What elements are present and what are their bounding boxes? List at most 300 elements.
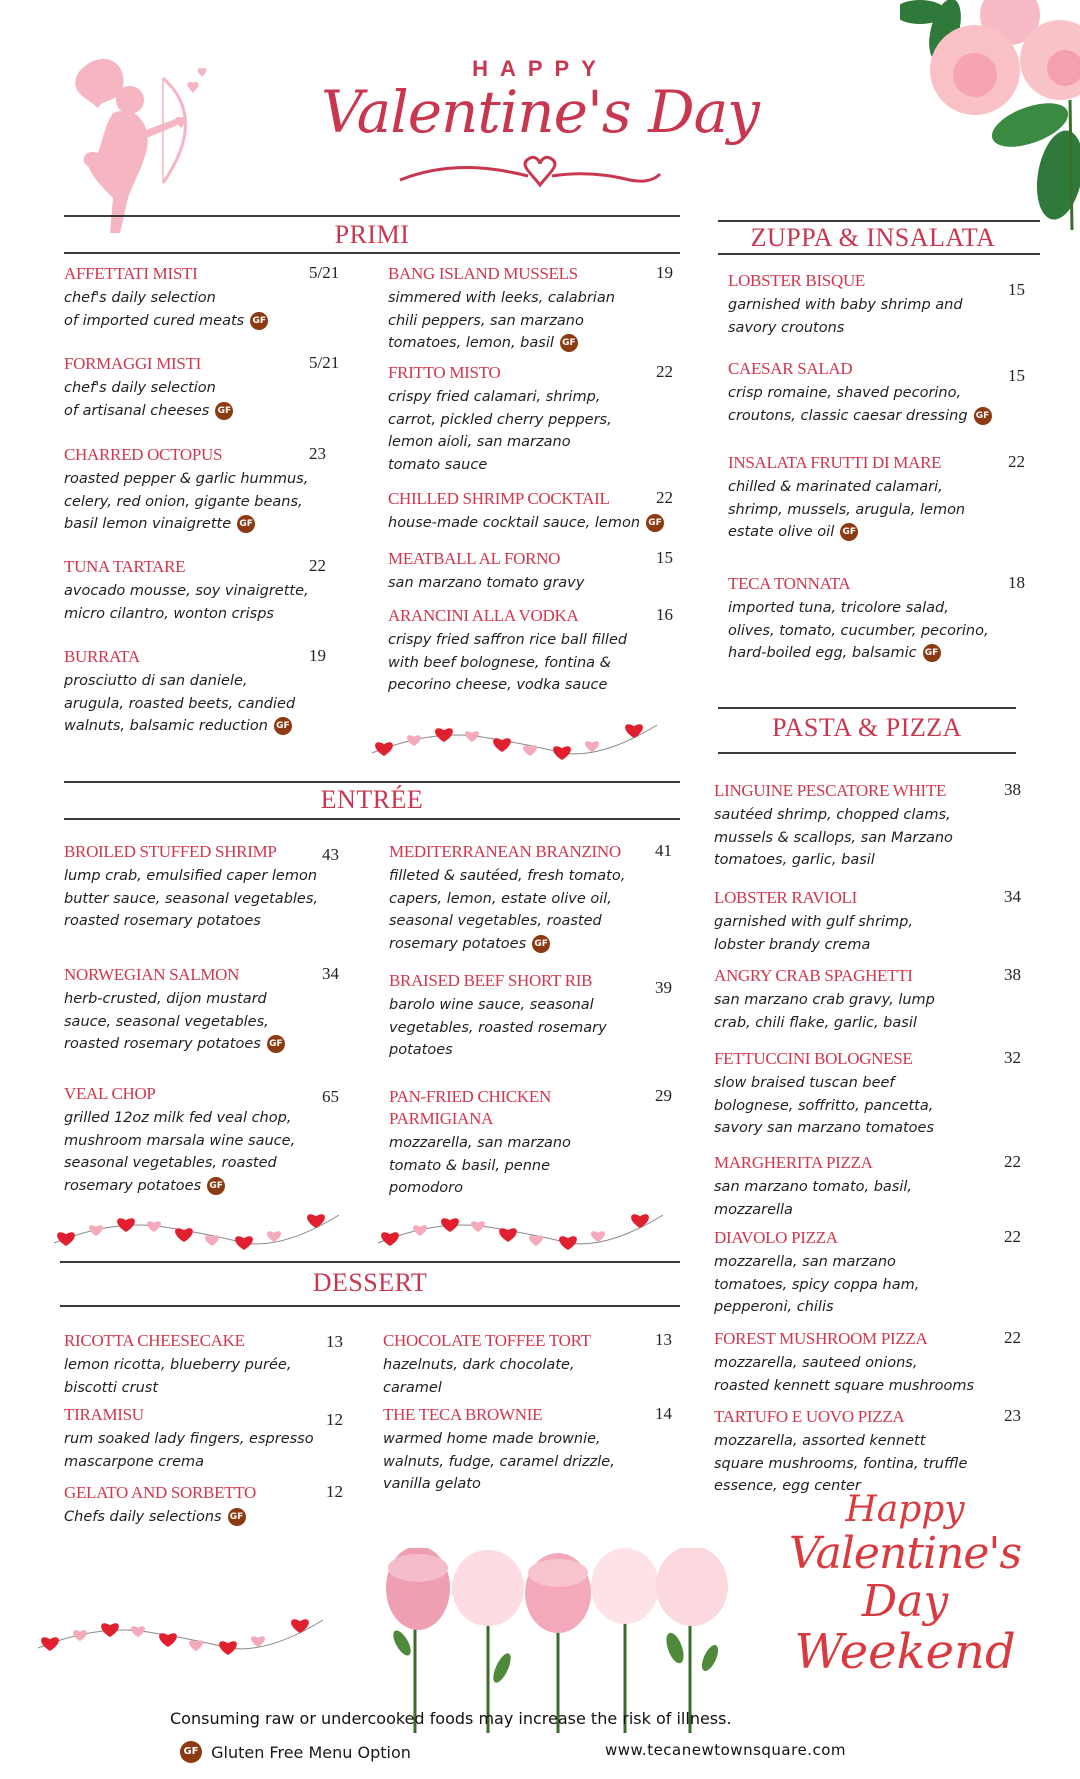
menu-item-price: 19 bbox=[656, 263, 673, 282]
description-line bbox=[728, 317, 1028, 340]
description-line bbox=[728, 499, 1028, 522]
menu-item-name: AFFETTATI MISTI bbox=[64, 264, 198, 283]
description-text: biscotti crust bbox=[64, 1379, 159, 1396]
description-text: filleted & sautéed, fresh tomato, bbox=[389, 868, 626, 884]
heart-icon bbox=[131, 1626, 145, 1637]
heart-icon bbox=[553, 746, 571, 760]
description-text: butter sauce, seasonal vegetables, bbox=[64, 890, 319, 907]
description-line bbox=[64, 888, 354, 911]
description-line bbox=[64, 910, 354, 933]
menu-item-price: 12 bbox=[326, 1410, 343, 1429]
description-text: of artisanal cheeses bbox=[64, 402, 210, 419]
menu-item-description bbox=[389, 994, 679, 1062]
description-text: caramel bbox=[383, 1379, 442, 1396]
food-safety-disclaimer: Consuming raw or undercooked foods may increase the risk of illness. bbox=[170, 1709, 732, 1728]
menu-item-name: BRAISED BEEF SHORT RIB bbox=[389, 971, 593, 990]
menu-item bbox=[389, 1086, 679, 1200]
menu-item-name: LINGUINE PESCATORE WHITE bbox=[714, 781, 947, 800]
description-text: basil lemon vinaigrette bbox=[64, 516, 232, 532]
description-line bbox=[714, 989, 1024, 1012]
description-text: roasted kennett square mushrooms bbox=[714, 1377, 975, 1394]
menu-item-description bbox=[714, 1251, 1024, 1319]
menu-item bbox=[714, 1227, 1024, 1319]
heart-icon bbox=[57, 1232, 75, 1246]
menu-item-price: 34 bbox=[322, 964, 339, 983]
gluten-free-icon: GF bbox=[974, 407, 992, 425]
header-flourish bbox=[390, 150, 690, 190]
heart-icon bbox=[381, 1232, 399, 1246]
description-line bbox=[389, 865, 679, 888]
description-text: simmered with leeks, calabrian bbox=[388, 290, 615, 306]
description-text: roasted rosemary potatoes bbox=[64, 1036, 261, 1052]
description-line bbox=[728, 620, 1028, 643]
dessert-title: DESSERT bbox=[312, 1268, 428, 1297]
menu-item-name: CHOCOLATE TOFFEE TORT bbox=[383, 1331, 591, 1350]
description-line bbox=[714, 804, 1024, 827]
description-line bbox=[64, 1506, 364, 1529]
description-line bbox=[64, 377, 354, 400]
gluten-free-icon: GF bbox=[237, 515, 255, 533]
menu-item bbox=[64, 444, 354, 536]
menu-item-description bbox=[389, 865, 679, 955]
menu-item bbox=[728, 270, 1028, 339]
menu-item-name: NORWEGIAN SALMON bbox=[64, 965, 240, 984]
menu-item-description bbox=[388, 572, 678, 595]
menu-item bbox=[64, 841, 354, 933]
description-text: house-made cocktail sauce, lemon bbox=[388, 515, 641, 531]
heart-icon bbox=[307, 1214, 325, 1228]
description-text: roasted rosemary potatoes bbox=[64, 913, 261, 929]
heart-icon bbox=[101, 1623, 119, 1637]
menu-item-name: FRITTO MISTO bbox=[388, 363, 501, 382]
hearts-garland bbox=[54, 1205, 344, 1250]
menu-item-description bbox=[383, 1354, 683, 1399]
hearts-garland-svg bbox=[378, 1205, 668, 1250]
heart-icon bbox=[375, 742, 393, 756]
gluten-free-icon: GF bbox=[267, 1035, 285, 1053]
heart-icon bbox=[441, 1218, 459, 1232]
menu-item bbox=[64, 1083, 354, 1197]
description-line bbox=[389, 888, 679, 911]
description-line bbox=[64, 1130, 354, 1153]
menu-item-name: INSALATA FRUTTI DI MARE bbox=[728, 453, 942, 472]
menu-item-name: FORMAGGI MISTI bbox=[64, 354, 202, 373]
description-text: rosemary potatoes bbox=[389, 935, 527, 952]
description-text: mozzarella, san marzano bbox=[714, 1254, 896, 1270]
description-text: chilled & marinated calamari, bbox=[728, 479, 943, 495]
description-text: pecorino cheese, vodka sauce bbox=[388, 677, 608, 693]
pasta-rule-bottom bbox=[718, 752, 1016, 754]
primi-title: PRIMI bbox=[334, 220, 410, 249]
description-text: mozzarella bbox=[714, 1201, 793, 1218]
description-text: seasonal vegetables, roasted bbox=[389, 913, 602, 929]
hearts-garland-svg bbox=[372, 715, 662, 760]
menu-item-name: CHILLED SHRIMP COCKTAIL bbox=[388, 489, 610, 508]
menu-item-price: 13 bbox=[326, 1332, 343, 1351]
weekend-logo-weekend: Weekend bbox=[794, 1624, 1016, 1680]
description-text: chili peppers, san marzano bbox=[388, 312, 584, 329]
description-line bbox=[728, 405, 1028, 428]
description-line bbox=[714, 1072, 1024, 1095]
menu-item-price: 18 bbox=[1008, 573, 1025, 592]
description-text: estate olive oil bbox=[728, 524, 835, 540]
menu-item bbox=[714, 1152, 1024, 1221]
heart-icon bbox=[407, 735, 421, 746]
zuppa-rule-bottom bbox=[718, 253, 1040, 255]
description-text: warmed home made brownie, bbox=[383, 1431, 601, 1447]
menu-item-price: 23 bbox=[309, 444, 326, 463]
gluten-free-icon: GF bbox=[560, 334, 578, 352]
menu-item-price: 38 bbox=[1004, 965, 1021, 984]
menu-item-name: ANGRY CRAB SPAGHETTI bbox=[714, 966, 913, 985]
heart-icon bbox=[235, 1236, 253, 1250]
gluten-free-icon: GF bbox=[228, 1508, 246, 1526]
description-text: mozzarella, assorted kennett bbox=[714, 1433, 926, 1449]
menu-item-price: 38 bbox=[1004, 780, 1021, 799]
menu-item-price: 12 bbox=[326, 1482, 343, 1501]
description-text: lobster brandy crema bbox=[714, 936, 871, 953]
description-line bbox=[714, 827, 1024, 850]
menu-item bbox=[714, 1406, 1024, 1498]
menu-item bbox=[714, 965, 1024, 1034]
menu-item-description bbox=[714, 1176, 1024, 1221]
menu-item-price: 16 bbox=[656, 605, 673, 624]
menu-item-name: TECA TONNATA bbox=[728, 574, 851, 593]
description-line bbox=[389, 1177, 679, 1200]
menu-item-price: 5/21 bbox=[309, 353, 340, 372]
description-line bbox=[64, 693, 354, 716]
description-line bbox=[714, 1199, 1024, 1222]
menu-item bbox=[388, 263, 678, 355]
weekend-logo-day: Day bbox=[861, 1576, 949, 1627]
entree-rule-bottom bbox=[64, 818, 680, 820]
heart-icon bbox=[89, 1225, 103, 1236]
description-text: of imported cured meats bbox=[64, 312, 245, 329]
menu-item bbox=[64, 964, 354, 1056]
menu-item-price: 13 bbox=[655, 1330, 672, 1349]
description-line bbox=[64, 1354, 364, 1377]
menu-item-name: RICOTTA CHEESECAKE bbox=[64, 1331, 245, 1350]
menu-item bbox=[383, 1330, 683, 1399]
description-line bbox=[388, 332, 678, 355]
description-text: pepperoni, chilis bbox=[714, 1299, 834, 1315]
description-line bbox=[388, 629, 678, 652]
description-text: bolognese, soffritto, pancetta, bbox=[714, 1097, 934, 1114]
heart-icon bbox=[205, 1235, 219, 1246]
weekend-logo-happy: Happy bbox=[845, 1489, 965, 1530]
description-text: lemon aioli, san marzano bbox=[388, 434, 571, 450]
entree-title: ENTRÉE bbox=[320, 785, 424, 814]
description-text: avocado mousse, soy vinaigrette, bbox=[64, 583, 309, 599]
heart-icon bbox=[251, 1636, 265, 1647]
menu-item bbox=[389, 841, 679, 955]
menu-item-name: FETTUCCINI BOLOGNESE bbox=[714, 1049, 913, 1068]
hearts-garland bbox=[372, 715, 662, 760]
gluten-free-icon: GF bbox=[532, 935, 550, 953]
description-line bbox=[728, 642, 1028, 665]
description-line bbox=[64, 603, 354, 626]
description-text: vegetables, roasted rosemary bbox=[389, 1019, 607, 1036]
description-line bbox=[728, 382, 1028, 405]
menu-item-description bbox=[728, 597, 1028, 665]
menu-item-description bbox=[388, 629, 678, 697]
menu-item-description bbox=[388, 512, 678, 535]
description-line bbox=[388, 310, 678, 333]
description-line bbox=[714, 1430, 1024, 1453]
heart-icon bbox=[529, 1235, 543, 1246]
description-text: mushroom marsala wine sauce, bbox=[64, 1132, 296, 1149]
menu-item-description bbox=[714, 911, 1024, 956]
entree-rule-top bbox=[64, 781, 680, 783]
menu-item-price: 15 bbox=[1008, 366, 1025, 385]
description-text: rum soaked lady fingers, espresso bbox=[64, 1431, 314, 1447]
gluten-free-icon: GF bbox=[646, 514, 664, 532]
menu-item-price: 34 bbox=[1004, 887, 1021, 906]
description-line bbox=[389, 1017, 679, 1040]
menu-item bbox=[388, 605, 678, 697]
menu-item bbox=[64, 646, 354, 738]
description-line bbox=[714, 1095, 1024, 1118]
description-text: mozzarella, sauteed onions, bbox=[714, 1355, 918, 1371]
menu-item-description bbox=[64, 468, 354, 536]
description-text: tomato & basil, penne bbox=[389, 1157, 550, 1174]
menu-item-description bbox=[728, 294, 1028, 339]
menu-item-price: 22 bbox=[656, 362, 673, 381]
menu-item-description bbox=[714, 1430, 1024, 1498]
description-line bbox=[64, 1107, 354, 1130]
menu-item bbox=[389, 970, 679, 1062]
description-text: imported tuna, tricolore salad, bbox=[728, 600, 949, 616]
menu-item-description bbox=[64, 1428, 364, 1473]
description-line bbox=[388, 386, 678, 409]
menu-item-price: 29 bbox=[655, 1086, 672, 1105]
menu-item bbox=[388, 548, 678, 595]
description-text: micro cilantro, wonton crisps bbox=[64, 605, 274, 622]
description-text: savory croutons bbox=[728, 319, 845, 336]
description-text: mozzarella, san marzano bbox=[389, 1135, 571, 1151]
description-text: arugula, roasted beets, candied bbox=[64, 695, 296, 712]
description-line bbox=[714, 1251, 1024, 1274]
zuppa-title: ZUPPA & INSALATA bbox=[750, 223, 996, 252]
cupid-illustration bbox=[58, 48, 218, 238]
description-text: prosciutto di san daniele, bbox=[64, 673, 248, 689]
pasta-rule-top bbox=[718, 707, 1016, 709]
menu-item-description bbox=[388, 386, 678, 476]
description-line bbox=[64, 513, 354, 536]
menu-item bbox=[728, 573, 1028, 665]
description-line bbox=[728, 294, 1028, 317]
menu-item-price: 19 bbox=[309, 646, 326, 665]
description-line bbox=[388, 652, 678, 675]
description-line bbox=[64, 865, 354, 888]
gluten-free-icon: GF bbox=[215, 402, 233, 420]
menu-item bbox=[64, 1482, 364, 1529]
description-text: herb-crusted, dijon mustard bbox=[64, 991, 267, 1007]
description-text: walnuts, balsamic reduction bbox=[64, 718, 268, 734]
description-line bbox=[714, 1352, 1024, 1375]
heart-icon bbox=[147, 1221, 161, 1232]
menu-item bbox=[714, 780, 1024, 872]
heart-icon bbox=[189, 1640, 203, 1651]
description-text: garnished with baby shrimp and bbox=[728, 297, 963, 313]
description-line bbox=[714, 1274, 1024, 1297]
description-text: sautéed shrimp, chopped clams, bbox=[714, 807, 951, 823]
heart-icon bbox=[219, 1641, 237, 1655]
description-line bbox=[714, 1176, 1024, 1199]
description-line bbox=[64, 670, 354, 693]
gf-badge-icon: GF bbox=[180, 1741, 202, 1763]
description-text: grilled 12oz milk fed veal chop, bbox=[64, 1110, 292, 1126]
menu-item-description bbox=[714, 1352, 1024, 1397]
menu-item-price: 43 bbox=[322, 845, 339, 864]
menu-item-description bbox=[388, 287, 678, 355]
roses-top-right-image bbox=[900, 0, 1080, 240]
menu-item-name: BURRATA bbox=[64, 647, 140, 666]
description-text: seasonal vegetables, roasted bbox=[64, 1155, 277, 1171]
header-title: Valentine's Day bbox=[321, 78, 759, 146]
description-text: essence, egg center bbox=[714, 1478, 861, 1494]
description-text: Chefs daily selections bbox=[64, 1509, 222, 1525]
menu-item-price: 14 bbox=[655, 1404, 672, 1423]
description-line bbox=[714, 1296, 1024, 1319]
description-text: potatoes bbox=[389, 1042, 453, 1058]
description-line bbox=[64, 400, 354, 423]
description-line bbox=[389, 933, 679, 956]
menu-item-name: ARANCINI ALLA VODKA bbox=[388, 606, 579, 625]
description-text: roasted pepper & garlic hummus, bbox=[64, 471, 309, 487]
menu-item-name: MEDITERRANEAN BRANZINO bbox=[389, 842, 621, 861]
gluten-free-icon: GF bbox=[274, 717, 292, 735]
menu-item-name: MARGHERITA PIZZA bbox=[714, 1153, 873, 1172]
heart-icon bbox=[117, 1218, 135, 1232]
dessert-rule-top bbox=[60, 1261, 680, 1263]
description-line bbox=[388, 287, 678, 310]
description-line bbox=[714, 1453, 1024, 1476]
pasta-title: PASTA & PIZZA bbox=[772, 713, 962, 742]
menu-item-price: 15 bbox=[1008, 280, 1025, 299]
description-line bbox=[64, 1451, 364, 1474]
description-text: chef's daily selection bbox=[64, 290, 216, 306]
description-line bbox=[728, 597, 1028, 620]
menu-item-name: PAN-FRIED CHICKEN bbox=[389, 1087, 551, 1106]
menu-item bbox=[64, 1404, 364, 1473]
gluten-free-icon: GF bbox=[840, 523, 858, 541]
menu-item-name: TIRAMISU bbox=[64, 1405, 144, 1424]
heart-icon bbox=[559, 1236, 577, 1250]
menu-item-description bbox=[383, 1428, 683, 1496]
menu-item-description bbox=[64, 670, 354, 738]
description-text: garnished with gulf shrimp, bbox=[714, 914, 913, 930]
description-text: crispy fried saffron rice ball filled bbox=[388, 632, 628, 648]
menu-item-price: 22 bbox=[1008, 452, 1025, 471]
description-line bbox=[388, 572, 678, 595]
menu-item-name: BROILED STUFFED SHRIMP bbox=[64, 842, 277, 861]
heart-icon bbox=[435, 728, 453, 742]
menu-item-description bbox=[64, 580, 354, 625]
description-line bbox=[714, 911, 1024, 934]
description-text: lemon ricotta, blueberry purée, bbox=[64, 1357, 292, 1373]
description-line bbox=[389, 1039, 679, 1062]
menu-item-price: 65 bbox=[322, 1087, 339, 1106]
menu-item-name: TUNA TARTARE bbox=[64, 557, 186, 576]
description-text: with beef bolognese, fontina & bbox=[388, 654, 611, 671]
description-text: tomato sauce bbox=[388, 456, 488, 473]
description-line bbox=[389, 1155, 679, 1178]
heart-icon bbox=[73, 1630, 87, 1641]
menu-item bbox=[728, 452, 1028, 544]
hearts-garland-svg bbox=[54, 1205, 344, 1250]
primi-rule-top bbox=[64, 215, 680, 217]
menu-item-price: 5/21 bbox=[309, 263, 340, 282]
description-line bbox=[388, 512, 678, 535]
description-line bbox=[383, 1473, 683, 1496]
menu-item-price: 22 bbox=[1004, 1152, 1021, 1171]
gf-legend bbox=[180, 1741, 411, 1763]
weekend-logo-valentines: Valentine's bbox=[788, 1528, 1022, 1579]
description-line bbox=[64, 580, 354, 603]
description-text: crab, chili flake, garlic, basil bbox=[714, 1014, 917, 1031]
description-text: rosemary potatoes bbox=[64, 1177, 202, 1194]
menu-item-price: 22 bbox=[1004, 1227, 1021, 1246]
hearts-garland bbox=[378, 1205, 668, 1250]
website-link[interactable]: www.tecanewtownsquare.com bbox=[605, 1741, 846, 1759]
description-text: capers, lemon, estate olive oil, bbox=[389, 890, 612, 907]
description-text: shrimp, mussels, arugula, lemon bbox=[728, 501, 966, 518]
menu-item-description bbox=[714, 1072, 1024, 1140]
description-text: san marzano crab gravy, lump bbox=[714, 992, 935, 1008]
menu-item-description bbox=[64, 287, 354, 332]
menu-item-name: CHARRED OCTOPUS bbox=[64, 445, 223, 464]
description-line bbox=[714, 1012, 1024, 1035]
menu-item-price: 15 bbox=[656, 548, 673, 567]
description-line bbox=[388, 454, 678, 477]
description-line bbox=[714, 1117, 1024, 1140]
menu-item-price: 23 bbox=[1004, 1406, 1021, 1425]
heart-icon bbox=[471, 1221, 485, 1232]
description-text: olives, tomato, cucumber, pecorino, bbox=[728, 622, 989, 639]
menu-item-price: 22 bbox=[656, 488, 673, 507]
menu-item-price: 22 bbox=[309, 556, 326, 575]
heart-icon bbox=[631, 1214, 649, 1228]
menu-item-name: FOREST MUSHROOM PIZZA bbox=[714, 1329, 928, 1348]
description-line bbox=[383, 1354, 683, 1377]
primi-rule-bottom bbox=[64, 252, 680, 254]
description-line bbox=[64, 1152, 354, 1175]
menu-item-name: LOBSTER BISQUE bbox=[728, 271, 866, 290]
menu-item-name: LOBSTER RAVIOLI bbox=[714, 888, 857, 907]
heart-icon bbox=[625, 724, 643, 738]
description-line bbox=[714, 1375, 1024, 1398]
heart-icon bbox=[585, 741, 599, 752]
description-text: croutons, classic caesar dressing bbox=[728, 407, 968, 424]
dessert-rule-bottom bbox=[60, 1305, 680, 1307]
description-line bbox=[64, 1377, 364, 1400]
description-text: vanilla gelato bbox=[383, 1476, 481, 1492]
description-line bbox=[64, 988, 354, 1011]
menu-item bbox=[383, 1404, 683, 1496]
description-line bbox=[389, 910, 679, 933]
heart-icon bbox=[465, 731, 479, 742]
description-line bbox=[64, 1428, 364, 1451]
description-line bbox=[64, 1011, 354, 1034]
description-line bbox=[64, 287, 354, 310]
menu-item-name: BANG ISLAND MUSSELS bbox=[388, 264, 578, 283]
description-text: hard-boiled egg, balsamic bbox=[728, 645, 917, 661]
menu-item bbox=[714, 1048, 1024, 1140]
hearts-garland-svg bbox=[38, 1610, 328, 1655]
menu-item bbox=[64, 556, 354, 625]
description-line bbox=[714, 934, 1024, 957]
